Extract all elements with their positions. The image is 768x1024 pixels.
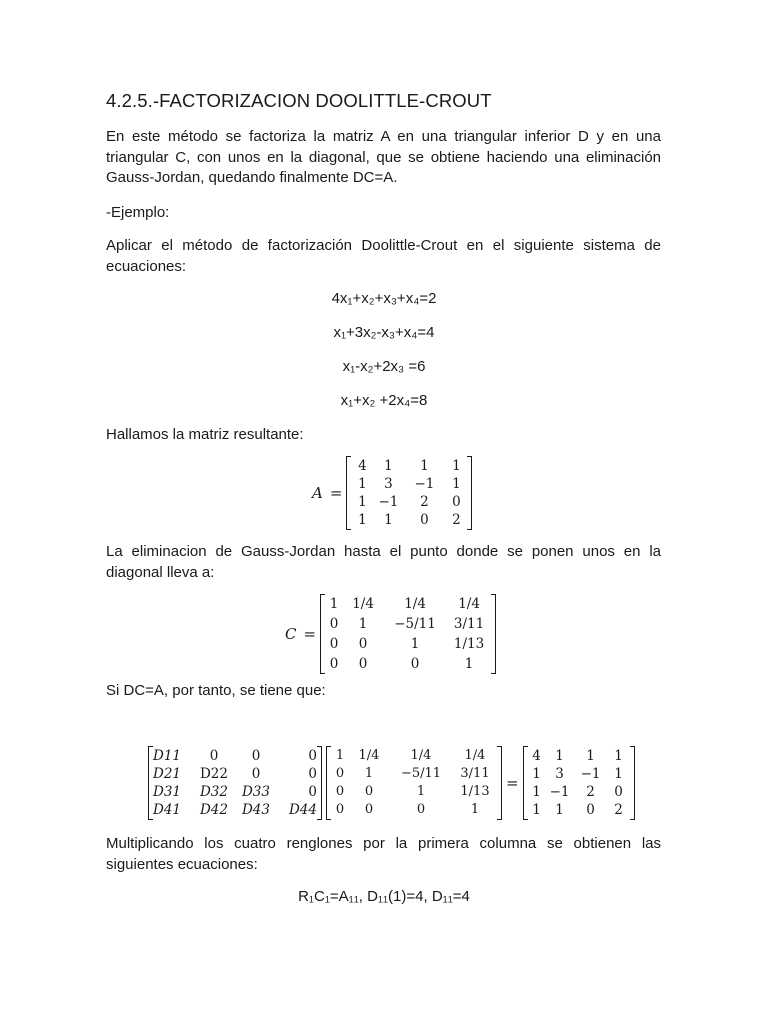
equation-2: x₁+3x₂-x₃+x₄=4 bbox=[333, 324, 435, 341]
matrix-cell: D22 bbox=[199, 766, 228, 782]
matrix-cell: D42 bbox=[199, 802, 228, 818]
matrix-cell: D33 bbox=[241, 784, 270, 800]
matrix-cell: 0 bbox=[335, 784, 345, 799]
gauss-paragraph: La eliminacion de Gauss-Jordan hasta el punto donde se ponen unos en la diagonal lleva a: bbox=[106, 543, 661, 581]
matrix-cell: 1 bbox=[614, 766, 623, 782]
matrix-cell: 0 bbox=[410, 656, 420, 672]
matrix-cell: 3 bbox=[555, 766, 564, 782]
matrix-cell: 1/4 bbox=[410, 748, 432, 763]
matrix-cell: 0 bbox=[614, 784, 623, 800]
matrix-cell: 1 bbox=[614, 748, 623, 764]
matrix-cell: 2 bbox=[420, 494, 429, 510]
equation-4: x₁+x₂ +2x₄=8 bbox=[340, 392, 428, 409]
matrix-cell: 0 bbox=[416, 802, 426, 817]
matrix-cell: D21 bbox=[153, 766, 182, 782]
matrix-cell: 0 bbox=[586, 802, 595, 818]
intro-paragraph: En este método se factoriza la matriz A en una triangular inferior D y en una triangular C, con unos en la diagonal, que se obtiene haciendo una eliminación Gauss-Jordan, quedando finalmente DC=A. bbox=[106, 128, 661, 186]
matrix-cell: −1 bbox=[549, 784, 570, 800]
matrix-cell: 0 bbox=[358, 656, 368, 672]
equation-3: x₁-x₂+2x₃ =6 bbox=[342, 358, 426, 375]
matrix-cell: −5/11 bbox=[400, 766, 442, 781]
matrix-cell: −1 bbox=[378, 494, 399, 510]
matrix-cell: 2 bbox=[614, 802, 623, 818]
matrix-cell: 0 bbox=[335, 802, 345, 817]
dc-product-equation: D11 0 0 0 D21 D22 0 0 D31 D32 D33 0 D41 D42 D43 D44 1 1/4 1/4 1/4 0 1 −5/11 3/11 0 0 1 1/13 0 0 0 1 = 4 1 1 1 1 3 −1 1 1 −1 2 0 1 1 0 2 bbox=[148, 746, 635, 820]
matrix-c bbox=[320, 594, 496, 674]
matrix-cell: 1 bbox=[358, 616, 368, 632]
matrix-cell: 1 bbox=[532, 784, 541, 800]
matrix-cell: 0 bbox=[308, 784, 317, 800]
matrix-intro-text: Hallamos la matriz resultante: bbox=[106, 426, 304, 443]
matrix-c-label: C bbox=[285, 625, 297, 643]
final-equation: R₁C₁=A₁₁, D₁₁(1)=4, D₁₁=4 bbox=[298, 888, 470, 905]
matrix-cell: 0 bbox=[308, 748, 317, 764]
matrix-cell: D32 bbox=[199, 784, 228, 800]
matrix-cell: 0 bbox=[364, 802, 374, 817]
apply-paragraph: Aplicar el método de factorización Doolittle-Crout en el siguiente sistema de ecuaciones: bbox=[106, 237, 661, 275]
matrix-cell: 1/4 bbox=[358, 748, 380, 763]
matrix-cell: 1 bbox=[532, 766, 541, 782]
matrix-cell: 0 bbox=[209, 748, 219, 764]
equation-1: 4x₁+x₂+x₃+x₄=2 bbox=[331, 290, 437, 307]
matrix-cell: 1 bbox=[410, 636, 420, 652]
matrix-cell: 1/4 bbox=[352, 596, 374, 612]
matrix-cell: 1 bbox=[555, 802, 564, 818]
matrix-cell: 1 bbox=[532, 802, 541, 818]
matrix-cell: 4 bbox=[358, 458, 367, 474]
matrix-cell: 1 bbox=[470, 802, 480, 817]
matrix-a-label: A bbox=[312, 484, 323, 502]
matrix-d bbox=[148, 746, 322, 820]
matrix-a-product bbox=[523, 746, 635, 820]
matrix-cell: 1 bbox=[358, 494, 367, 510]
matrix-cell: 0 bbox=[251, 766, 261, 782]
matrix-a-equation: A = 4 1 1 1 1 3 −1 1 1 −1 2 0 1 1 0 2 bbox=[312, 456, 472, 530]
matrix-cell: 0 bbox=[251, 748, 261, 764]
mult-paragraph: Multiplicando los cuatro renglones por la primera columna se obtienen las siguientes ecuaciones: bbox=[106, 835, 661, 873]
matrix-cell: 1 bbox=[335, 748, 345, 763]
matrix-cell: 0 bbox=[335, 766, 345, 781]
matrix-cell: 0 bbox=[364, 784, 374, 799]
matrix-cell: 4 bbox=[532, 748, 541, 764]
matrix-cell: 1/4 bbox=[464, 748, 486, 763]
matrix-cell: 1/4 bbox=[458, 596, 480, 612]
matrix-cell: 1 bbox=[358, 512, 367, 528]
matrix-cell: 1 bbox=[452, 476, 461, 492]
matrix-cell: 3/11 bbox=[460, 766, 490, 781]
matrix-cell: 1 bbox=[555, 748, 564, 764]
matrix-cell: 2 bbox=[452, 512, 461, 528]
matrix-cell: D44 bbox=[288, 802, 317, 818]
matrix-cell: 1 bbox=[420, 458, 429, 474]
matrix-c-equation: C = 1 1/4 1/4 1/4 0 1 −5/11 3/11 0 0 1 1/13 0 0 0 1 bbox=[285, 594, 496, 674]
matrix-cell: 1 bbox=[384, 512, 393, 528]
matrix-cell: 3/11 bbox=[453, 616, 485, 632]
matrix-cell: 0 bbox=[420, 512, 429, 528]
matrix-cell: 0 bbox=[308, 766, 317, 782]
matrix-cell: 0 bbox=[452, 494, 461, 510]
matrix-cell: −1 bbox=[580, 766, 601, 782]
matrix-cell: 1 bbox=[329, 596, 339, 612]
matrix-cell: 0 bbox=[329, 636, 339, 652]
matrix-cell: 0 bbox=[329, 656, 339, 672]
matrix-cell: 1/13 bbox=[453, 636, 485, 652]
matrix-cell: D11 bbox=[153, 748, 182, 764]
dc-paragraph: Si DC=A, por tanto, se tiene que: bbox=[106, 682, 326, 699]
matrix-cell: 1 bbox=[586, 748, 595, 764]
matrix-cell: 1 bbox=[416, 784, 426, 799]
matrix-a bbox=[346, 456, 472, 530]
matrix-cell: 1 bbox=[452, 458, 461, 474]
matrix-cell: D41 bbox=[153, 802, 182, 818]
matrix-cell: 1 bbox=[464, 656, 474, 672]
matrix-c-product bbox=[326, 746, 502, 820]
matrix-cell: 0 bbox=[358, 636, 368, 652]
matrix-cell: 1/4 bbox=[404, 596, 426, 612]
matrix-cell: 0 bbox=[329, 616, 339, 632]
matrix-cell: 1 bbox=[364, 766, 374, 781]
matrix-cell: −5/11 bbox=[394, 616, 436, 632]
section-title: 4.2.5.-FACTORIZACION DOOLITTLE-CROUT bbox=[106, 90, 492, 111]
matrix-cell: 1/13 bbox=[460, 784, 490, 799]
example-label: -Ejemplo: bbox=[106, 204, 170, 221]
matrix-cell: 1 bbox=[384, 458, 393, 474]
matrix-cell: 1 bbox=[358, 476, 367, 492]
matrix-cell: D31 bbox=[153, 784, 182, 800]
matrix-cell: 2 bbox=[586, 784, 595, 800]
matrix-cell: 3 bbox=[384, 476, 393, 492]
matrix-cell: −1 bbox=[414, 476, 435, 492]
matrix-cell: D43 bbox=[241, 802, 270, 818]
